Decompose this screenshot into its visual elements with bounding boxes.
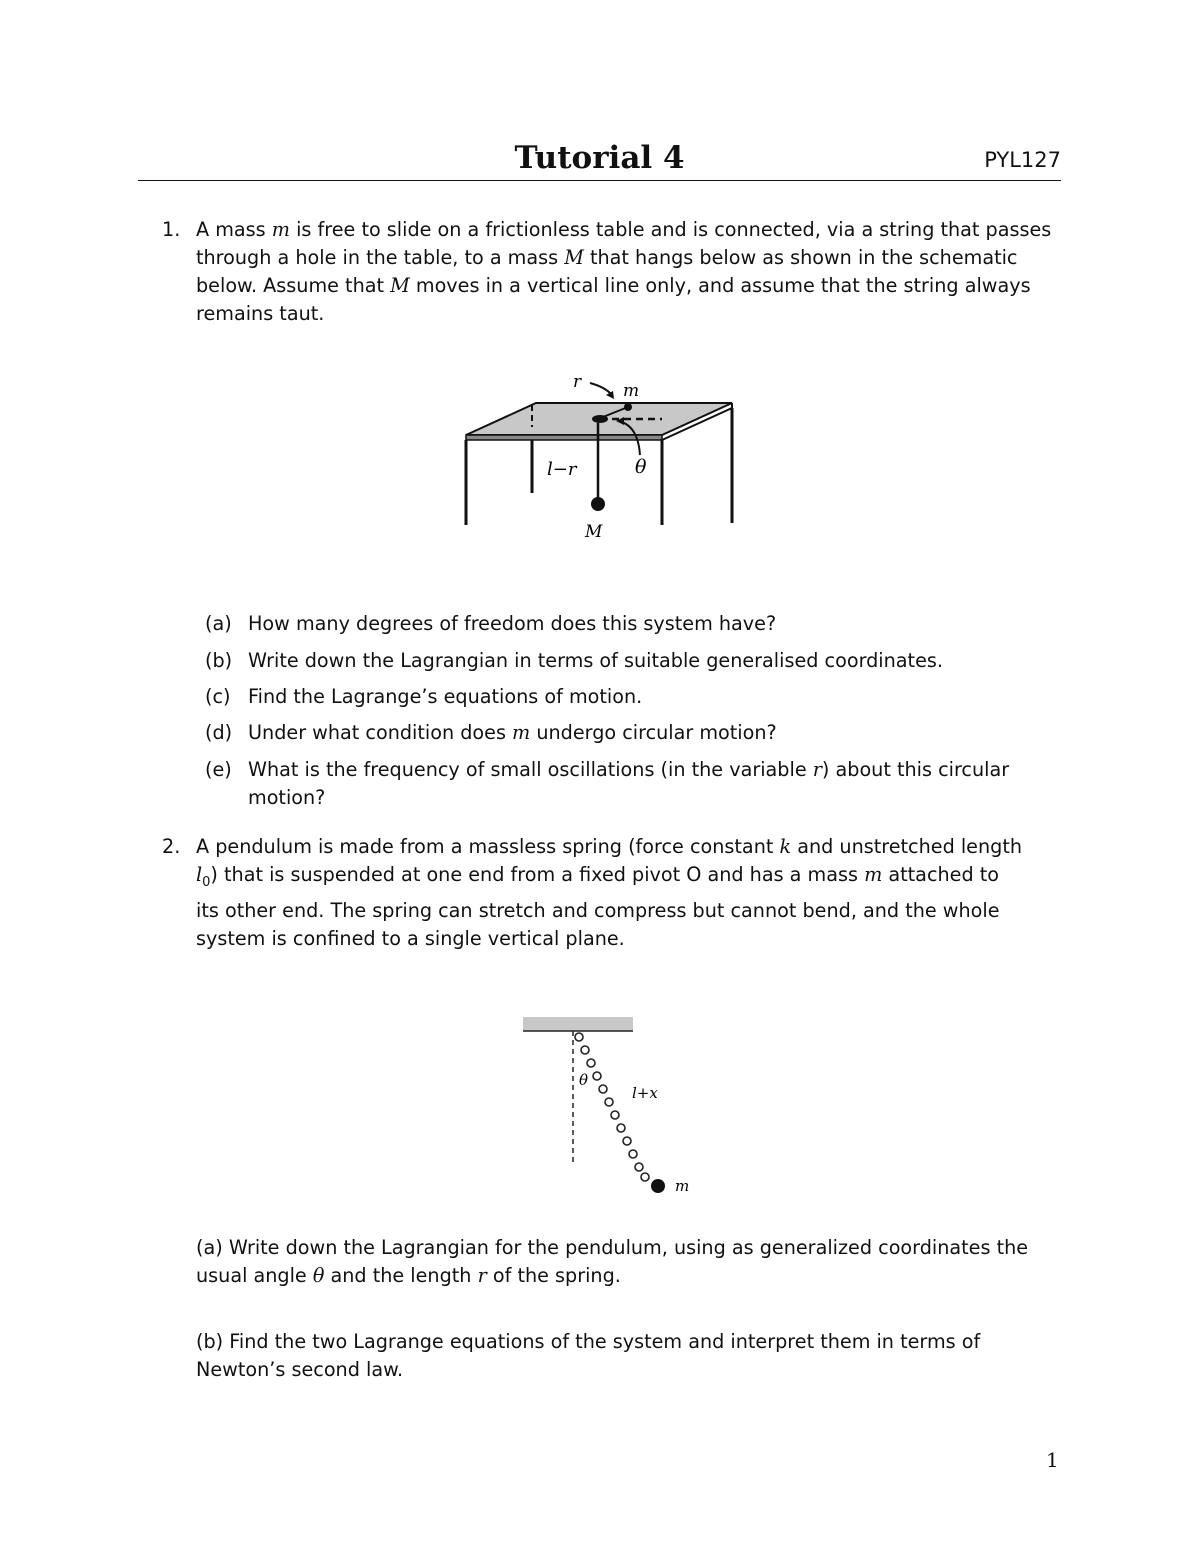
page-header	[138, 140, 1061, 181]
label-l-plus-x: l+x	[632, 1084, 658, 1102]
q1-line: below. Assume that M moves in a vertical line only, and assume that the string always	[196, 274, 1031, 297]
label-l-minus-r: l−r	[547, 459, 577, 480]
label-M: M	[585, 522, 603, 542]
table-edge	[466, 435, 662, 440]
q2-line: $l_0$) that is suspended at one end from a fixed pivot O and has a mass m attached to	[196, 863, 999, 890]
hole	[592, 415, 608, 423]
q2-part-b: (b) Find the two Lagrange equations of the system and interpret them in terms of Newton’s second law.	[196, 1330, 981, 1381]
table-pulley-figure	[440, 365, 760, 550]
mass-M	[591, 497, 605, 511]
q1-line: A mass m is free to slide on a frictionless table and is connected, via a string that passes	[196, 218, 1052, 241]
page-number: 1	[1046, 1448, 1059, 1472]
q2-line: A pendulum is made from a massless spring (force constant k and unstretched length	[196, 835, 1023, 858]
course-code: PYL127	[984, 148, 1061, 172]
q2-part-a: (a) Write down the Lagrangian for the pendulum, using as generalized coordinates the usual angle θ and the length r of the spring.	[196, 1236, 1029, 1287]
question-1-number: 1.	[162, 218, 181, 241]
r-arrow	[590, 383, 612, 395]
spring	[575, 1033, 649, 1181]
q1-part-e: (e) What is the frequency of small oscillations (in the variable r) about this circular motion?	[205, 758, 1010, 809]
spring-pendulum-figure	[515, 1010, 715, 1210]
label-m: m	[675, 1177, 690, 1195]
pendulum-mass	[651, 1179, 665, 1193]
label-theta: θ	[579, 1071, 589, 1089]
q1-line: remains taut.	[196, 302, 325, 325]
question-2-number: 2.	[162, 835, 181, 858]
question-1-text	[162, 216, 1061, 328]
label-r: r	[573, 372, 582, 392]
q2-line: system is confined to a single vertical plane.	[196, 926, 625, 950]
page-title: Tutorial 4	[514, 140, 685, 176]
q1-line: through a hole in the table, to a mass M that hangs below as shown in the schematic	[196, 246, 1018, 269]
label-theta: θ	[635, 456, 647, 478]
question-2-text	[162, 833, 1061, 953]
label-m: m	[623, 381, 640, 401]
q2-line: its other end. The spring can stretch and compress but cannot bend, and the whole	[196, 898, 1000, 922]
mass-m	[624, 403, 632, 411]
ceiling	[523, 1017, 633, 1031]
